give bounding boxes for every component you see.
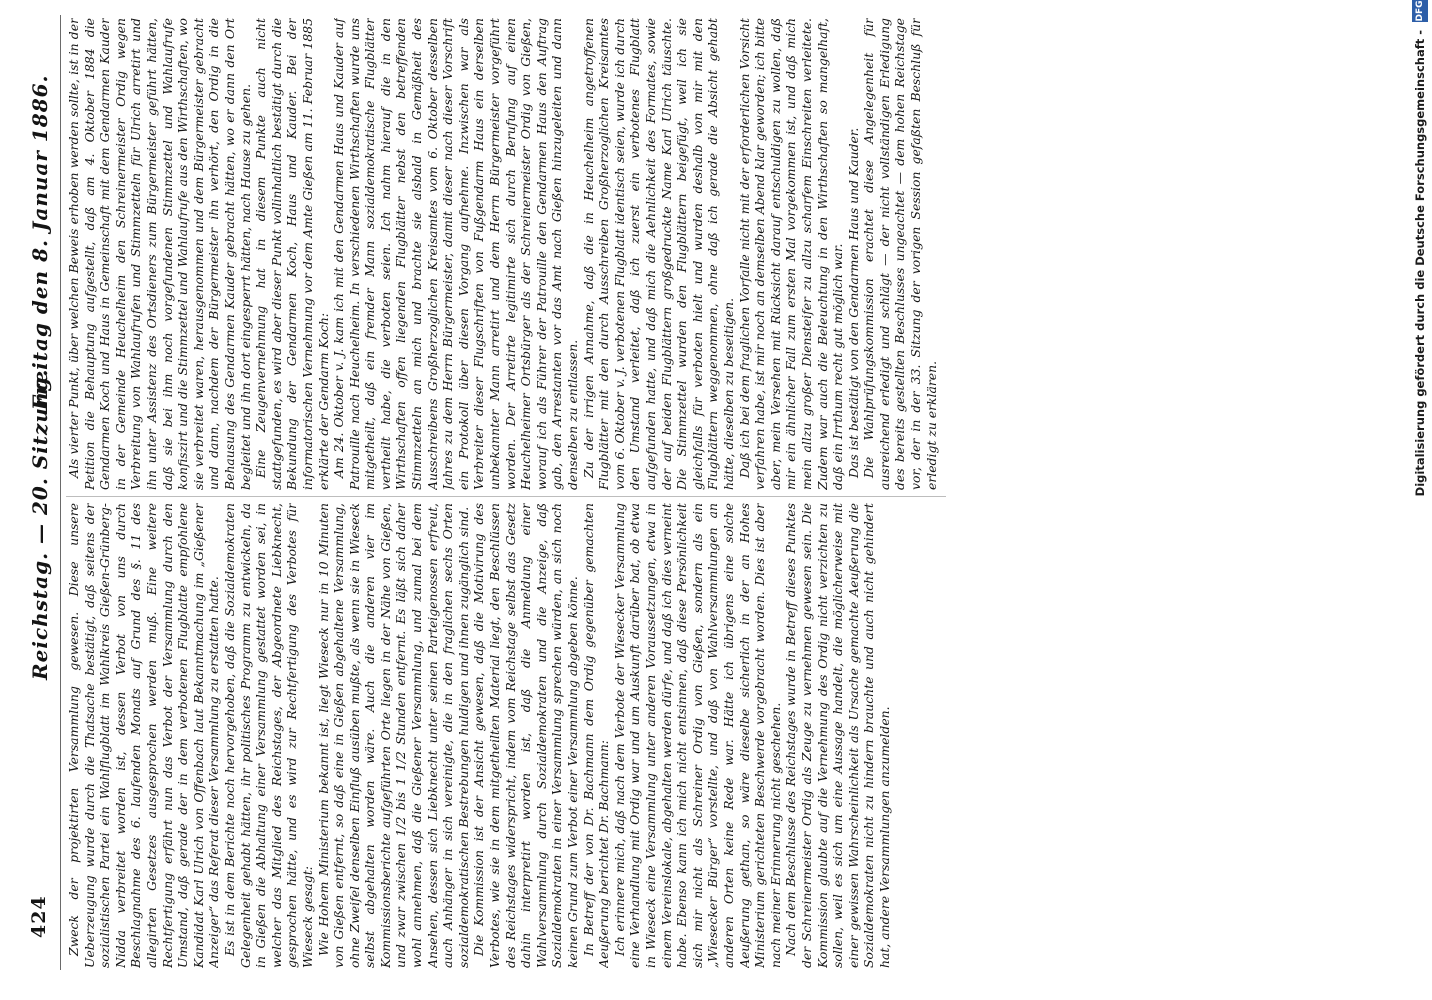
paragraph: Zweck der projektirten Versammlung gewesen. Diese unsere Ueberzeugung wurde durch die Thatsache bestätigt, daß seitens der sozialistischen Partei ein Wahlflugblatt im Wahlkreis Gießen-Grünberg-Nidda verbreitet worden ist, dessen Verbot von uns durch Beschlagnahme des 6. laufenden Monats auf Grund des §. 11 des allegirten Gesetzes ausgesprochen werden muß. Eine weitere Rechtfertigung erfährt nun das Verbot der Versammlung durch den Umstand, daß gerade der in dem verbotenen Flugblatte empfohlene Kandidat Karl Ulrich von Offenbach laut Bekanntmachung im „Gießener Anzeiger“ das Referat dieser Versammlung zu erstatten hatte. (66, 503, 222, 968)
paragraph: Die Wahlprüfungskommission erachtet diese Angelegenheit für ausreichend erledigt und schlägt — der nicht vollständigen Erledigung des bereits gestellten Beschlusses ungeachtet — dem hohen Reichstage vor, der in der 33. Sitzung der vorigen Session gefaßten Beschluß für erledigt zu erklären. (861, 18, 939, 490)
page-number: 424 (28, 895, 50, 938)
paragraph: Am 24. Oktober v. J. kam ich mit den Gendarmen Haus und Kauder auf Patrouille nach Heuchelheim. In verschiedenen Wirthschaften wurde uns mitgetheilt, daß ein fremder Mann sozialdemokratische Flugblätter vertheilt habe, die verboten seien. Ich nahm hierauf die in den Wirthschaften offen liegenden Flugblätter nebst den betreffenden Stimmzetteln an mich und brachte sie alsbald in Gemäßheit des Ausschreibens Großherzoglichen Kreisamtes vom 6. Oktober desselben Jahres zu dem Herrn Bürgermeister, damit dieser nach dieser Vorschrift ein Protokoll über diesen Vorgang aufnehme. Inzwischen war als Verbreiter dieser Flugschriften von Fußgendarm Haus ein derselben unbekannter Mann arretirt und dem Herrn Bürgermeister vorgeführt worden. Der Arretirte legitimirte sich durch Berufung auf einen Heuchelheimer Ortsbürger als der Schreinermeister Ordig von Gießen, worauf ich als Führer der Patrouille den Gendarmen Haus den Auftrag gab, den Arrestanten vor das Amt nach Gießen hinzugeleiten und dann denselben zu entlassen. (331, 18, 580, 490)
paragraph: In Betreff der von Dr. Bachmann dem Ordig gegenüber gemachten Aeußerung berichtet Dr. Bachmann: (580, 503, 612, 968)
paragraph: Es ist in dem Berichte noch hervorgehoben, daß die Sozialdemokraten Gelegenheit gehabt hätten, ihr politisches Programm zu entwickeln, da in Gießen die Abhaltung einer Versammlung gestattet worden sei, in welcher das Mitglied des Reichstages, der Abgeordnete Liebknecht, gesprochen hätte, und es wird zur Rechtfertigung des Verbotes für Wieseck gesagt: (221, 503, 315, 968)
digitization-footer (1410, 0, 1432, 1000)
header-date: Freitag den 8. Januar 1886. (28, 74, 52, 410)
header-rule (60, 15, 61, 970)
paragraph: Wie Hohem Ministerium bekannt ist, liegt Wieseck nur in 10 Minuten von Gießen entfernt, so daß eine in Gießen abgehaltene Versammlung, ohne Zweifel denselben Einfluß ausüben mußte, als wenn sie in Wieseck selbst abgehalten worden wäre. Auch die anderen vier im Kommissionsberichte aufgeführten Orte liegen in der Nähe von Gießen, und zwar zwischen 1/2 bis 1 1/2 Stunden entfernt. Es läßt sich daher wohl annehmen, daß die Gießener Versammlung, und zumal bei dem Ansehen, dessen sich Liebknecht unter seinen Parteigenossen erfreut, auch Anhänger in sich vereinigte, die in den fraglichen sechs Orten sozialdemokratischen Bestrebungen huldigen und ihnen zugänglich sind. (315, 503, 471, 968)
running-title: Reichstag. — 20. Sitzung. (28, 368, 52, 680)
paragraph: Ich erinnere mich, daß nach dem Verbote der Wiesecker Versammlung eine Verhandlung mit Ordig war und um Auskunft darüber bat, ob etwa in Wieseck eine Versammlung unter anderen Voraussetzungen, etwa in einem Vereinslokale, abgehalten werden dürfe, und daß ich dies verneint habe. Ebenso kann ich mich nicht entsinnen, daß diese Persönlichkeit sich mir nicht als Schreiner Ordig von Gießen, sondern als ein „Wiesecker Bürger“ vorstellte, und daß von Wahlversammlungen an anderen Orten keine Rede war. Hätte ich übrigens eine solche Aeußerung gethan, so wäre dieselbe sicherlich in der an Hohes Ministerium gerichteten Beschwerde vorgebracht worden. Dies ist aber nach meiner Erinnerung nicht geschehen. (611, 503, 783, 968)
dfg-logo: DFG (1412, 0, 1428, 22)
left-column (66, 503, 986, 968)
column-divider (66, 496, 946, 497)
paragraph: Das ist bestätigt von den Gendarmen Haus und Kauder. (845, 127, 861, 478)
paragraph: Zu der irrigen Annahme, daß die in Heuchelheim angetroffenen Flugblätter mit den durch Ausschreiben Großherzoglichen Kreisamtes vom 6. Oktober v. J. verbotenen Flugblatt identisch seien, wurde ich durch den Umstand verleitet, daß ich zuerst ein verbotenes Flugblatt aufgefunden hatte, und daß mich die Aehnlichkeit des Formates, sowie der auf beiden Flugblättern großgedruckte Name Karl Ulrich täuschte. Die Stimmzettel wurden den Flugblättern beigefügt, weil ich sie gleichfalls für verboten hielt und wurden deshalb von mir mit den Flugblättern weggenommen, ohne daß ich gerade die Absicht gehabt hätte, dieselben zu beseitigen. (580, 18, 736, 490)
digitization-note: Digitalisierung gefördert durch die Deutsche Forschungsgemeinschaft - (1413, 30, 1427, 497)
page-header (0, 0, 60, 1000)
paragraph: Nach dem Beschlusse des Reichstages wurde in Betreff dieses Punktes der Schreinermeister Ordig als Zeuge zu vernehmen gewesen sein. Die Kommission glaubte auf die Vernehmung des Ordig nicht verzichten zu sollen, weil es sich um eine Aussage handelt, die möglicherweise mit einer gewissen Wahrscheinlichkeit als Ursache gemachte Aeußerung die Sozialdemokraten nicht zu hindern brauchte und auch nicht gehindert hat, andere Versammlungen anzumelden. (783, 503, 892, 968)
paragraph: Die Kommission ist der Ansicht gewesen, daß die Motivirung des Verbotes, wie sie in dem mitgetheilten Material liegt, den Beschlüssen des Reichstages widerspricht, indem vom Reichstage selbst das Gesetz dahin interpretirt worden ist, daß die Anmeldung einer Wahlversammlung durch Sozialdemokraten und die Anzeige, daß Sozialdemokraten in einer Versammlung sprechen würden, an sich noch keinen Grund zum Verbot einer Versammlung abgeben könne. (471, 503, 580, 968)
paragraph: Daß ich bei dem fraglichen Vorfalle nicht mit der erforderlichen Vorsicht verfahren habe, ist mir noch an demselben Abend klar geworden; ich bitte aber, mein Versehen mit Rücksicht darauf entschuldigen zu wollen, daß mir ein ähnlicher Fall zum ersten Mal vorgekommen ist, und daß mich mein allzu großer Diensteifer zu allzu scharfem Einschreiten verleitete. Zudem war auch die Beleuchtung in den Wirthschaften so mangelhaft, daß ein Irrthum recht gut möglich war. (736, 18, 846, 490)
right-column (66, 18, 1011, 490)
paragraph: Eine Zeugenvernehmung hat in diesem Punkte auch nicht stattgefunden, es wird aber dieser Punkt vollinhaltlich bestätigt durch die Bekundung der Gendarmen Koch, Haus und Kauder. Bei der informatorischen Vernehmung vor dem Amte Gießen am 11. Februar 1885 erklärte der Gendarm Koch: (253, 18, 331, 490)
paragraph: Als vierter Punkt, über welchen Beweis erhoben werden sollte, ist in der Petition die Behauptung aufgestellt, daß am 4. Oktober 1884 die Gendarmen Koch und Haus in Gemeinschaft mit dem Gendarmen Kauder in der Gemeinde Heuchelheim den Schreinermeister Ordig wegen Verbreitung von Wahlaufrufen und Stimmzetteln für Ulrich arretirt und ihn unter Assistenz des Ortsdieners zum Bürgermeister geführt hätten, daß sie bei ihm noch vorgefundenen Stimmzettel und Wahlaufrufe konfiszirt und die Stimmzettel und Wahlaufrufe aus den Wirthschaften, wo sie verbreitet waren, herausgenommen und dem Bürgermeister gebracht und dann, nachdem der Bürgermeister ihn verhört, den Ordig in die Behausung des Gendarmen Kauder gebracht hätten, wo er dann den Ort begleitet und ihn dort eingesperrt hätten, nach Hause zu gehen. (66, 18, 253, 490)
